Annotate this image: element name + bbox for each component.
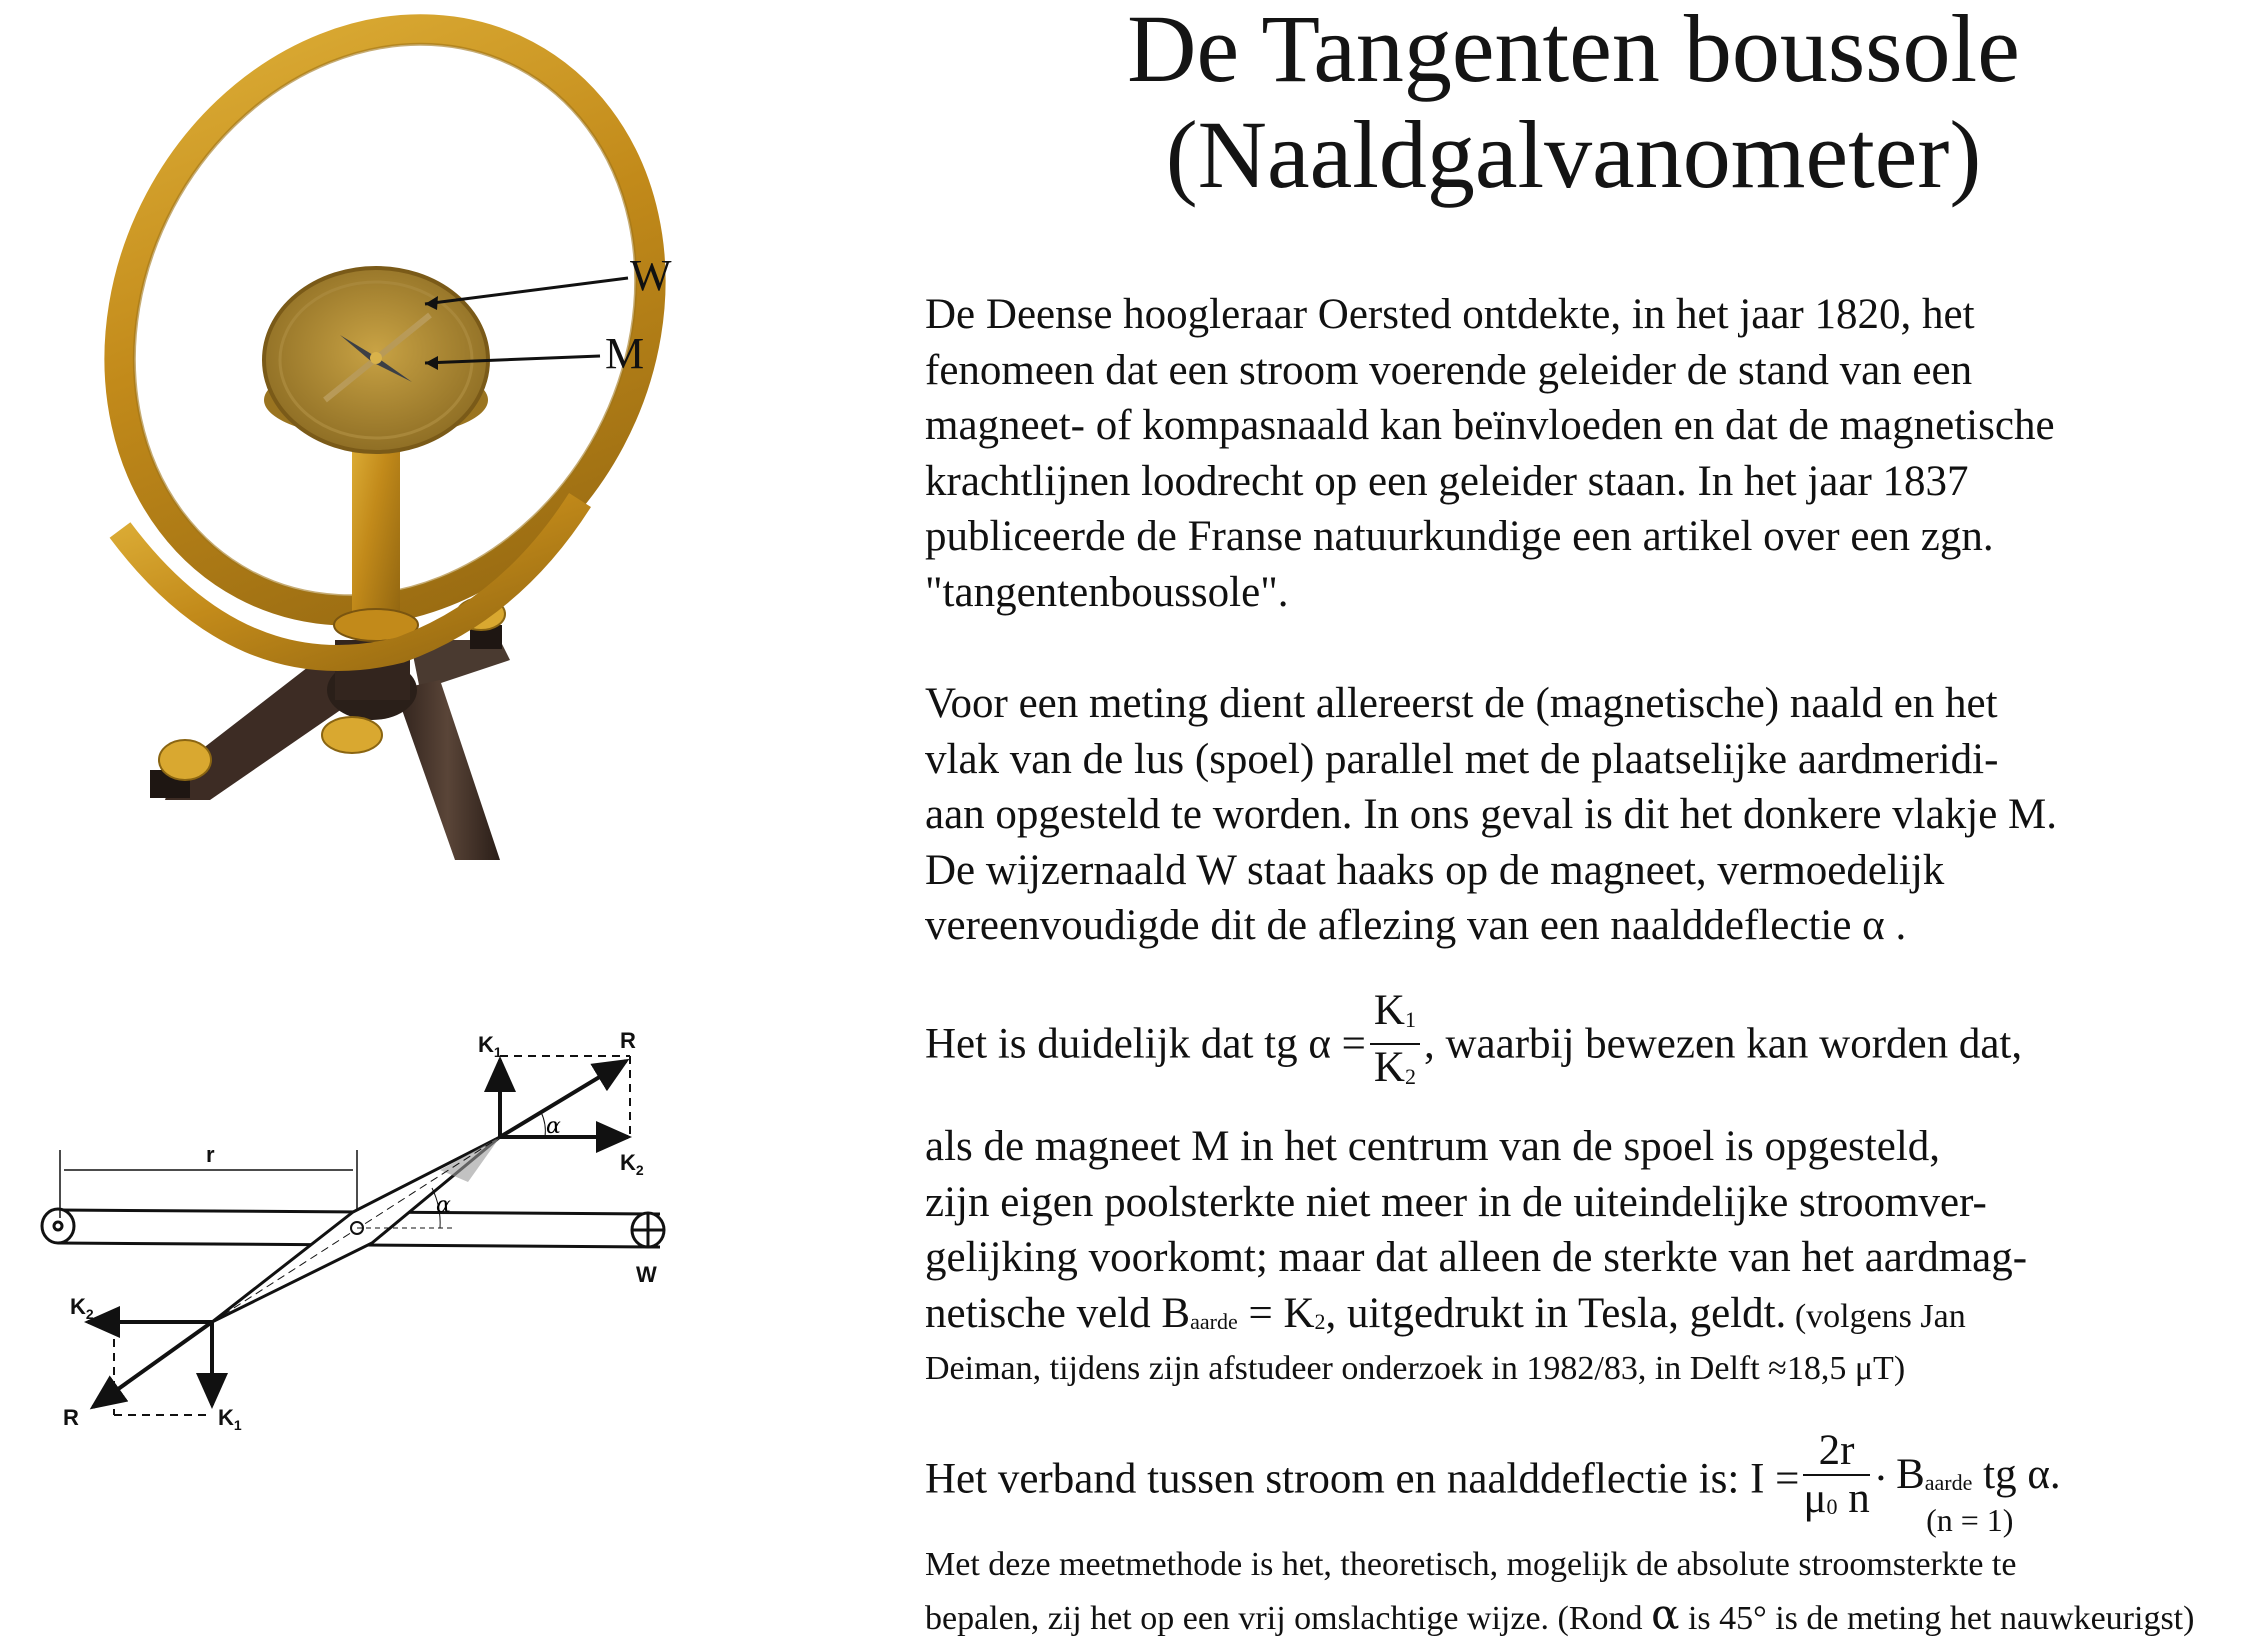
- formula-text-after: , waarbij bewezen kan worden dat,: [1423, 1020, 2023, 1068]
- tangent-formula: [925, 987, 2247, 1091]
- label-k2-bottom: $K_2$: [70, 1294, 94, 1322]
- n-equals-note: (n = 1): [1926, 1502, 2014, 1539]
- formula2-text-after: tg α.: [1972, 1451, 2061, 1499]
- fraction-denominator: K: [1373, 1044, 1405, 1091]
- fraction-numerator: K: [1373, 987, 1405, 1034]
- label-w: W: [636, 1262, 657, 1287]
- levelling-screw-left: [159, 740, 211, 780]
- levelling-screw-middle: [322, 717, 382, 753]
- footer-note: [925, 1540, 2247, 1640]
- current-formula: [925, 1428, 2247, 1538]
- mu-symbol: μ: [1803, 1475, 1827, 1522]
- text-line: vereenvoudigde dit de aflezing van een naalddeflectie α .: [925, 902, 1907, 949]
- label-k1-bottom: $K_1$: [218, 1405, 242, 1433]
- label-r-bottom: R: [63, 1405, 79, 1430]
- source-note-line: Deiman, tijdens zijn afstudeer onderzoek in 1982/83, in Delft ≈18,5 μT): [925, 1350, 1906, 1387]
- text-line: als de magneet M in het centrum van de spoel is opgesteld,: [925, 1123, 1941, 1170]
- callout-label-w: W: [630, 251, 672, 300]
- tangent-galvanometer-photo: [0, 0, 720, 860]
- text-line: aan opgesteld te worden. In ons geval is dit het donkere vlakje M.: [925, 791, 2058, 838]
- text-line: Voor een meting dient allereerst de (magnetische) naald en het: [925, 680, 1998, 727]
- bottom-force-vectors: [88, 1322, 212, 1407]
- measurement-paragraph: [925, 676, 2247, 954]
- page-title: De Tangenten boussole: [1127, 0, 2020, 102]
- top-force-vectors: [500, 1060, 628, 1137]
- text-line: vlak van de lus (spoel) parallel met de plaatselijke aardmeridi-: [925, 735, 1999, 783]
- text-line: De Deense hoogleraar Oersted ontdekte, in het jaar 1820, het: [925, 291, 1975, 338]
- text-line: zijn eigen poolsterkte niet meer in de uiteindelijke stroomver-: [925, 1178, 1987, 1226]
- label-r-top: R: [620, 1028, 636, 1053]
- text-line: gelijking voorkomt; maar dat alleen de sterkte van het aardmag-: [925, 1234, 2028, 1281]
- field-equals: = K: [1237, 1289, 1315, 1337]
- text-line: De wijzernaald W staat haaks op de magneet, vermoedelijk: [925, 846, 1945, 894]
- 2r-over-mu0n-fraction: [1803, 1428, 1869, 1530]
- label-k2-top: $K_2$: [620, 1150, 644, 1178]
- alpha-symbol: α: [1651, 1590, 1680, 1639]
- text-line: fenomeen dat een stroom voerende geleider de stand van een: [925, 346, 1973, 394]
- callout-line-w: [425, 278, 628, 304]
- text-line: magneet- of kompasnaald kan beïnvloeden en dat de magnetische: [925, 402, 2055, 449]
- compass-dial: [264, 268, 488, 452]
- footer-text-end: is 45° is de meting het nauwkeurigst): [1679, 1600, 2195, 1637]
- k1-over-k2-fraction: [1370, 988, 1420, 1100]
- fraction-numerator: 2r: [1803, 1428, 1869, 1476]
- footer-line: Met deze meetmethode is het, theoretisch, mogelijk de absolute stroomsterkte te: [925, 1546, 2017, 1583]
- text-line-field: [925, 1286, 2247, 1342]
- page-subtitle: (Naaldgalvanometer): [1165, 101, 1982, 208]
- text-line: krachtlijnen loodrecht op een geleider staan. In het jaar 1837: [925, 457, 1969, 505]
- numerator-subscript: 1: [1404, 1007, 1416, 1032]
- field-subscript: aarde: [1190, 1308, 1238, 1334]
- label-k1-top: $K_1$: [478, 1032, 502, 1060]
- footer-line-2: [925, 1590, 2247, 1640]
- text-line: "tangentenboussole".: [925, 568, 1289, 616]
- coil-end-cross-icon: [632, 1213, 664, 1247]
- denominator-subscript: 2: [1404, 1064, 1416, 1089]
- field-unit-text: , uitgedrukt in Tesla, geldt.: [1325, 1289, 1787, 1337]
- callout-label-m: M: [605, 329, 645, 378]
- text-line: publiceerde de Franse natuurkundige een artikel over een zgn.: [925, 513, 1994, 560]
- label-radius: r: [206, 1142, 215, 1167]
- n-symbol: n: [1837, 1475, 1870, 1522]
- formula-text-before: Het is duidelijk dat tg α =: [925, 1020, 1366, 1068]
- label-alpha-mid: α: [436, 1193, 451, 1218]
- b-symbol: B: [1896, 1451, 1925, 1499]
- field-text: netische veld B: [925, 1289, 1191, 1337]
- mu-subscript: 0: [1826, 1494, 1838, 1519]
- formula2-text-before: Het verband tussen stroom en naalddeflectie is: I =: [925, 1455, 1800, 1503]
- footer-text: bepalen, zij het op een vrij omslachtige wijze. (Rond: [925, 1600, 1652, 1637]
- b-subscript: aarde: [1924, 1470, 1973, 1496]
- k2-subscript: 2: [1314, 1308, 1326, 1334]
- multiply-dot: ·: [1873, 1455, 1889, 1503]
- force-vector-diagram: [30, 1010, 710, 1440]
- explanation-paragraph: [925, 1119, 2247, 1397]
- source-note: (volgens Jan: [1786, 1297, 1966, 1335]
- label-alpha-top: α: [546, 1114, 561, 1139]
- intro-paragraph: [925, 287, 2247, 620]
